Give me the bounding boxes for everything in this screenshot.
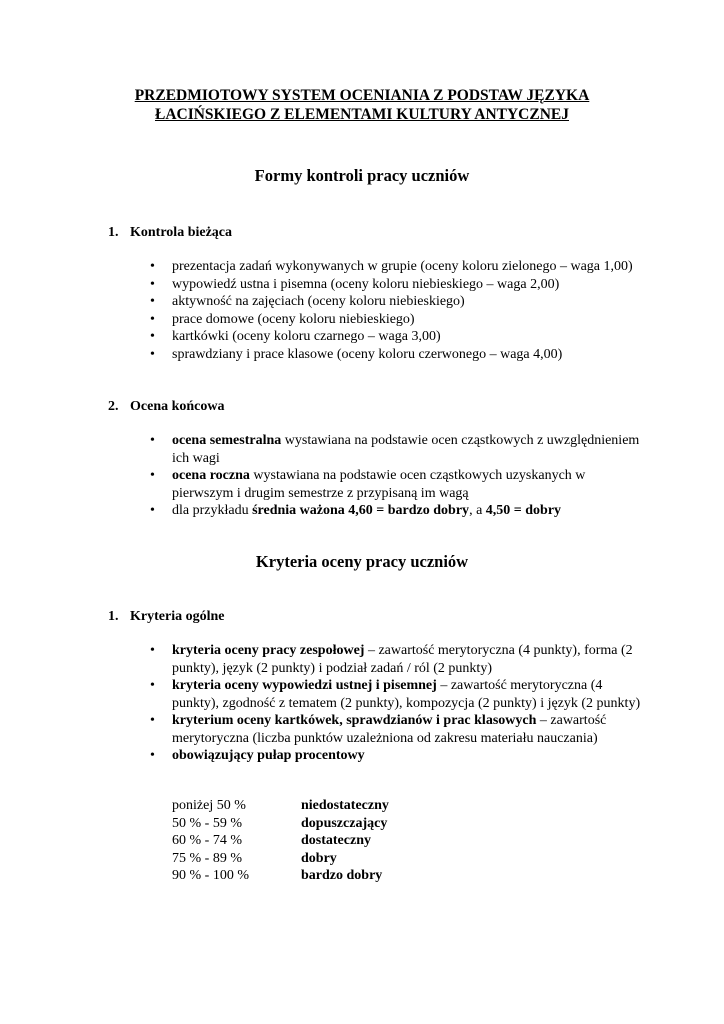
title-line-2: ŁACIŃSKIEGO Z ELEMENTAMI KULTURY ANTYCZNEJ [154, 106, 569, 123]
grade-range: 50 % - 59 % [172, 815, 242, 831]
bullet-icon: • [150, 748, 155, 763]
grade-label: dobry [301, 850, 337, 866]
subheading-number: 1. [108, 609, 119, 624]
grade-range: 60 % - 74 % [172, 833, 242, 848]
bullet-icon: • [150, 678, 155, 693]
list-item-text: prace domowe (oceny koloru niebieskiego) [172, 311, 415, 327]
bullet-icon: • [150, 346, 155, 362]
list-item [150, 642, 642, 677]
section-heading-forms: Formy kontroli pracy uczniów [254, 166, 470, 185]
term-percentage-threshold: obowiązujący pułap procentowy [172, 748, 365, 763]
list-item [150, 346, 642, 364]
list-item [150, 502, 642, 520]
table-row [172, 797, 389, 815]
bullet-icon: • [150, 643, 155, 658]
list-item-text: wystawiana na podstawie ocen cząstkowych uzyskanych w pierwszym i drugim semestrze z przypisaną im wagą [172, 468, 586, 501]
title-line-1: PRZEDMIOTOWY SYSTEM OCENIANIA Z PODSTAW JĘZYKA [134, 87, 590, 104]
term-semester-grade: ocena semestralna [172, 433, 282, 448]
list-item-text: – zawartość merytoryczna (4 punkty), forma (2 punkty), język (2 punkty) i podział zadań / ról (2 punkty) [172, 643, 633, 676]
list-item [150, 293, 642, 311]
term-oral-written-criteria: kryteria oceny wypowiedzi ustnej i pisemnej [172, 678, 437, 693]
subheading-label: Kontrola bieżąca [130, 225, 233, 240]
list-item-text: – zawartość merytoryczna (liczba punktów uzależniona od zakresu materiału nauczania) [172, 713, 607, 746]
grade-range: poniżej 50 % [172, 798, 246, 813]
list-item [150, 747, 642, 765]
bullet-icon: • [150, 259, 155, 274]
grade-label: dopuszczający [301, 815, 388, 831]
bullet-icon: • [150, 433, 155, 448]
grade-label: niedostateczny [301, 798, 389, 813]
term-teamwork-criteria: kryteria oceny pracy zespołowej [172, 643, 365, 658]
list-item-text: , a [469, 503, 486, 518]
list-item [150, 276, 642, 294]
grade-range: 90 % - 100 % [172, 868, 249, 883]
grade-scale-table [172, 797, 389, 885]
list-item-text: sprawdziany i prace klasowe (oceny koloru czerwonego – waga 4,00) [172, 346, 563, 362]
list-item-text: aktywność na zajęciach (oceny koloru niebieskiego) [172, 294, 465, 309]
list-item-text: prezentacja zadań wykonywanych w grupie (oceny koloru zielonego – waga 1,00) [172, 259, 633, 274]
list-item-text: wystawiana na podstawie ocen cząstkowych z uwzględnieniem ich wagi [172, 433, 640, 466]
subheading-label: Ocena końcowa [130, 399, 225, 414]
list-item-text: wypowiedź ustna i pisemna (oceny koloru niebieskiego – waga 2,00) [172, 276, 560, 292]
subheading-number: 1. [108, 225, 119, 240]
list-item-text: – zawartość merytoryczna (4 punkty), zgodność z tematem (2 punkty), kompozycja (2 punkty) i język (2 punkty) [172, 678, 641, 711]
list-item [150, 467, 642, 502]
list-item [150, 328, 642, 346]
bullet-icon: • [150, 311, 155, 327]
table-row [172, 815, 389, 833]
subheading-label: Kryteria ogólne [130, 609, 225, 624]
list-item-text: kartkówki (oceny koloru czarnego – waga 3,00) [172, 329, 441, 344]
subheading-number: 2. [108, 399, 119, 414]
section-heading-criteria: Kryteria oceny pracy uczniów [255, 552, 469, 571]
table-row [172, 850, 389, 868]
bullet-icon: • [150, 713, 155, 728]
bullet-icon: • [150, 294, 155, 309]
example-weighted-average: średnia ważona 4,60 = bardzo dobry [252, 503, 470, 518]
list-item [150, 432, 642, 467]
list-item [150, 677, 642, 712]
final-grade-list [150, 432, 642, 520]
grade-label: bardzo dobry [301, 868, 383, 883]
grade-label: dostateczny [301, 833, 371, 848]
table-row [172, 832, 389, 850]
general-criteria-list [150, 642, 642, 765]
example-good: 4,50 = dobry [485, 503, 562, 518]
grade-range: 75 % - 89 % [172, 850, 242, 866]
list-item [150, 258, 642, 276]
list-item-text: dla przykładu [172, 503, 253, 518]
bullet-icon: • [150, 468, 155, 483]
list-item [150, 311, 642, 329]
subheading-general-criteria [108, 608, 224, 626]
bullet-icon: • [150, 276, 155, 292]
term-tests-criteria: kryterium oceny kartkówek, sprawdzianów i prac klasowych [172, 713, 537, 728]
subheading-current-control [108, 224, 232, 242]
list-item [150, 712, 642, 747]
bullet-icon: • [150, 503, 155, 518]
table-row [172, 867, 389, 885]
document-title [60, 86, 664, 124]
subheading-final-grade [108, 398, 225, 416]
bullet-icon: • [150, 329, 155, 344]
term-annual-grade: ocena roczna [172, 468, 250, 483]
current-control-list [150, 258, 642, 363]
